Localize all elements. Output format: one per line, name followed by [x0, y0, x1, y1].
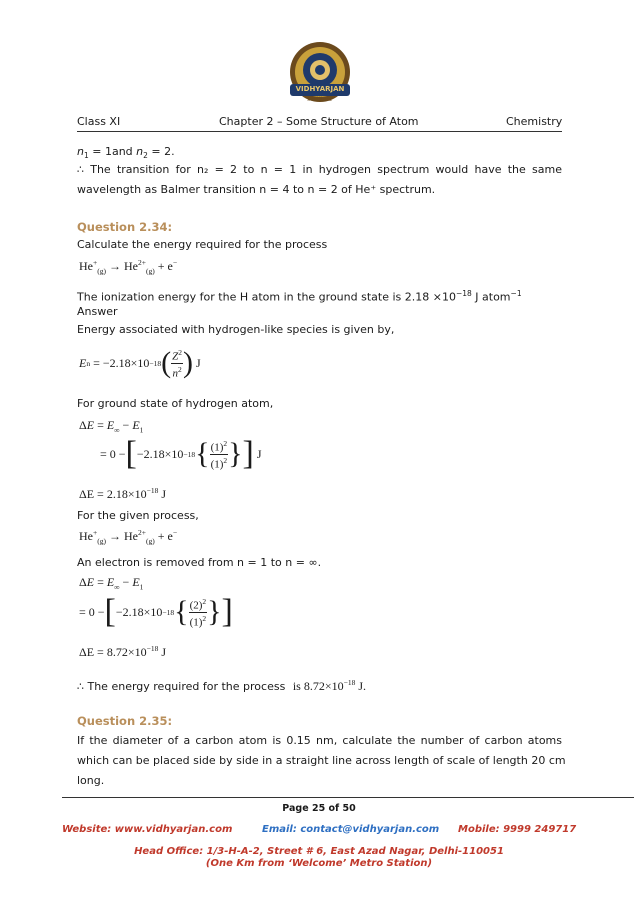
footer-website: Website: www.vidhyarjan.com	[62, 824, 233, 835]
footer-landmark: (One Km from ‘Welcome’ Metro Station)	[205, 858, 433, 869]
given-derivation: = 0 − [ −2.18×10 −18 { $\frac{(2)^2}{(1)^2}$ } ]	[79, 593, 233, 630]
header-divider	[77, 131, 562, 132]
question-2-35-line-2: which can be placed side by side in a straight line across length of scale of length 20 cm	[77, 754, 566, 767]
header-chapter: Chapter 2 – Some Structure of Atom	[219, 115, 419, 128]
electron-removed-text: An electron is removed from n = 1 to n = ∞.	[77, 556, 322, 569]
transition-line: ∴ The transition for n₂ = 2 to n = 1 in hydrogen spectrum would have the same	[77, 163, 562, 176]
question-2-35-line-1: If the diameter of a carbon atom is 0.15 nm, calculate the number of carbon atoms	[77, 734, 562, 747]
ground-state-text: For ground state of hydrogen atom,	[77, 397, 274, 410]
n-values-line: $n_1 = 1and$ $n_2 = 2$.	[77, 145, 175, 161]
process-equation-2: $He^+_{(g)} \to He^{2+}_{(g)} + e^-$	[79, 528, 178, 546]
question-2-34-title: Question 2.34:	[77, 220, 173, 234]
footer-mobile: Mobile: 9999 249717	[458, 824, 577, 835]
footer-email: Email: contact@vidhyarjan.com	[262, 824, 440, 835]
ground-derivation: = 0 − [ −2.18×10 −18 { $\frac{(1)^2}{(1)^2}$ } ] J	[100, 435, 262, 472]
institute-logo	[276, 40, 364, 108]
energy-text: Energy associated with hydrogen-like species is given by,	[77, 323, 395, 336]
question-2-35-line-3: long.	[77, 774, 105, 787]
given-result: $\Delta E = 8.72\times 10^{-18}$ J	[79, 644, 166, 659]
ionization-energy-line: The ionization energy for the H atom in the ground state is $2.18 \times 10^{-18}$ J atom$^{-1}$	[77, 289, 522, 304]
given-process-text: For the given process,	[77, 509, 199, 522]
header-class: Class XI	[77, 115, 121, 128]
ground-result: $\Delta E = 2.18\times 10^{-18}$ J	[79, 486, 166, 501]
footer-divider	[62, 797, 634, 798]
given-delta-e: $\Delta E = E_\infty - E_1$	[79, 575, 144, 592]
logo-subtitle: Institute	[307, 96, 333, 103]
therefore-line: ∴ The energy required for the process is $8.72\times 10^{-18}$ J.	[77, 678, 366, 693]
wavelength-line: wavelength as Balmer transition n = 4 to n = 2 of He⁺ spectrum.	[77, 183, 436, 196]
answer-label: Answer	[77, 305, 118, 318]
question-2-34-prompt: Calculate the energy required for the process	[77, 238, 328, 251]
header-subject: Chemistry	[506, 115, 563, 128]
logo-text: VIDHYARJAN	[295, 85, 345, 93]
ground-delta-e: $\Delta E = E_\infty - E_1$	[79, 418, 144, 435]
process-equation-1: $He^+_{(g)} \to He^{2+}_{(g)} + e^-$	[79, 258, 178, 276]
energy-formula: E n = −2.18×10 −18 ( $\frac{Z^2}{n^2}$ ) J	[79, 346, 201, 380]
page-number: Page 25 of 50	[282, 803, 356, 814]
footer-office: Head Office: 1/3-H-A-2, Street # 6, East Azad Nagar, Delhi-110051	[134, 846, 504, 857]
question-2-35-title: Question 2.35:	[77, 714, 173, 728]
